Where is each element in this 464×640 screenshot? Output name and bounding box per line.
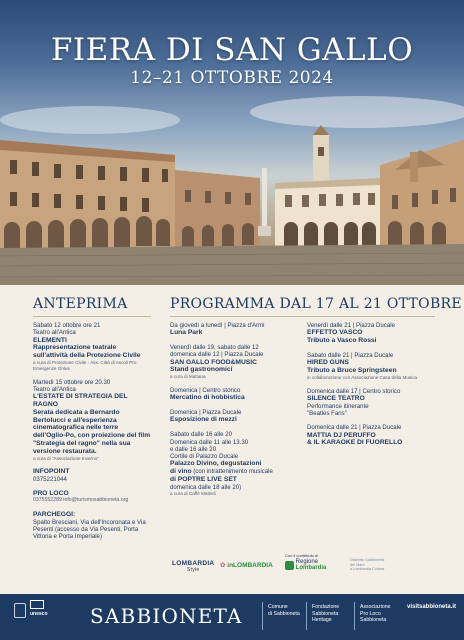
event-title: L'ESTATE DI STRATEGIA DEL RAGNO <box>33 393 128 408</box>
event-title: ELEMENTI <box>33 336 67 344</box>
contributo-label: Con il contributo di <box>285 553 319 558</box>
event-description: Rappresentazione teatrale sull'attività della Protezione Civile <box>33 344 141 360</box>
event-title: SILENCE TEATRO <box>307 394 365 402</box>
event-when: Sabato dalle 21 | Piazza Ducale <box>307 351 394 359</box>
event-where: Cortile di Palazzo Ducale <box>170 453 239 461</box>
event-when: Sabato 12 ottobre ore 21 <box>33 322 101 329</box>
event-subtitle: Tributo a Vasco Rossi <box>307 337 377 345</box>
parking-label: PARCHEGGI: <box>33 511 76 519</box>
fondazione-link[interactable]: Fondazione Sabbioneta Heritage <box>312 604 340 623</box>
regione-lombardia-icon <box>285 561 294 570</box>
unesco-temple-icon <box>30 600 44 609</box>
event-title: HIRED GUNS <box>307 359 349 367</box>
event-item <box>33 322 151 372</box>
comune-link[interactable]: Comune di Sabbioneta <box>268 604 300 617</box>
parking-text: Spalto Bresciani, Via dell'Incoronata e Via Pesenti (accesso da Via Pesenti, Porta Vittoria e Porta Imperiale) <box>33 518 146 541</box>
event-where: Teatro all'Antica <box>33 329 76 337</box>
footer-brand: SABBIONETA <box>90 604 243 628</box>
event-when-3: e dalle 16 alle 20 <box>170 445 217 453</box>
event-credit: a cura di "Associazione Inverno" <box>33 455 99 461</box>
anteprima-heading: ANTEPRIMA <box>33 296 128 312</box>
event-item <box>307 424 447 447</box>
event-when: Domenica | Centro storico <box>170 387 241 395</box>
anteprima-column <box>33 322 151 548</box>
regione-lombardia-logo[interactable]: Regione Lombardia <box>285 559 326 571</box>
event-item <box>170 322 300 337</box>
event-credit: a cura di Protezione Civile - Ass. Città di Ascoli Pro Emergenze Onlus <box>33 359 137 371</box>
event-subtitle: Stand gastronomici <box>170 366 233 374</box>
event-item <box>170 387 300 402</box>
proloco-label: PRO LOCO <box>33 490 69 498</box>
event-title: Esposizione di mezzi <box>170 416 237 424</box>
inlombardia-mark-icon: ✿ <box>220 562 226 569</box>
event-title: Palazzo Divino, degustazioni <box>170 460 262 468</box>
proloco-block <box>33 490 151 504</box>
event-subtitle: Tributo a Bruce Springsteen <box>307 366 397 374</box>
event-sub-2: "Beatles Fans" <box>307 409 347 417</box>
event-when: Da giovedì a lunedì | Piazza d'Armi <box>170 322 265 329</box>
event-when: Martedì 15 ottobre ore 20.30 <box>33 378 111 386</box>
event-item <box>307 388 447 418</box>
event-tail: domenica dalle 18 alle 20) <box>170 483 242 491</box>
divider-right <box>170 316 435 317</box>
distretto-logo[interactable]: Distretto Sabbioneta del Mare a Lombardia Cultura <box>350 558 385 572</box>
event-when: Sabato dalle 16 alle 20 <box>170 431 233 439</box>
event-description: Serata dedicata a Bernardo Bertolucci e all'esperienza cinematografica nelle terre dell'Oglio-Po, con proiezione del film "Strategia del ragno" nella sua versione restaurata. <box>33 408 151 455</box>
infopoint-label: INFOPOINT <box>33 468 70 476</box>
event-credit: in collaborazione con Associazione Casa della Musica <box>307 374 418 380</box>
event-item <box>307 322 447 345</box>
event-credit: a cura di Caffè Mattioli <box>170 491 216 497</box>
event-item <box>170 344 300 380</box>
event-item <box>33 379 151 462</box>
crest-icon <box>14 603 26 618</box>
event-title: Luna Park <box>170 329 203 337</box>
event-title: EFFETTO VASCO <box>307 329 363 337</box>
event-item <box>170 409 300 424</box>
footer-divider <box>354 602 355 630</box>
event-where: Teatro all'Antica <box>33 385 76 393</box>
sponsor-logos <box>160 552 464 592</box>
event-title: MATTIA DJ PERUFFO <box>307 431 376 439</box>
parking-block <box>33 511 151 541</box>
footer-divider <box>306 602 307 630</box>
event-title: FIERA DI SAN GALLO <box>50 32 414 68</box>
event-subtitle: di vino <box>170 468 192 476</box>
programma-column-1 <box>170 322 300 504</box>
event-subtitle: & IL KARAOKE DI FUORELLO <box>307 439 403 447</box>
hero-photo <box>0 0 464 285</box>
event-when: Venerdì dalle 21 | Piazza Ducale <box>307 322 395 329</box>
proloco-contact[interactable]: 0375552289 info@turismosabbioneta.org <box>33 497 129 504</box>
lombardia-style-logo[interactable]: LOMBARDIA Style <box>172 560 215 573</box>
inlombardia-logo[interactable]: ✿ inLOMBARDIA <box>220 562 273 569</box>
proloco-link[interactable]: Associazione Pro Loco Sabbioneta <box>360 604 391 623</box>
event-sub: Performance itinerante <box>307 402 369 410</box>
event-when: Domenica | Piazza Ducale <box>170 409 242 417</box>
programma-column-2 <box>307 322 447 454</box>
event-title: SAN GALLO FOOD&MUSIC <box>170 358 257 366</box>
event-dates: 12–21 OTTOBRE 2024 <box>130 68 334 88</box>
event-when-2: Domenica dalle 11 alle 13.30 <box>170 438 249 446</box>
unesco-label: unesco <box>30 611 48 617</box>
event-title: Mercatino di hobbistica <box>170 394 245 402</box>
website-link[interactable]: visitsabbioneta.it <box>406 604 456 610</box>
event-when: Domenica dalle 21 | Piazza Ducale <box>307 424 402 432</box>
event-when: Venerdì dalle 19, sabato dalle 12 <box>170 344 259 352</box>
footer-divider <box>262 602 263 630</box>
event-subtitle-2: di POPTRE LIVE SET <box>170 476 237 484</box>
event-credit: a cura di Mattana <box>170 374 206 380</box>
infopoint-phone[interactable]: 0375221044 <box>33 476 67 484</box>
event-note: (con intrattenimento musicale <box>193 468 273 476</box>
event-item <box>307 352 447 381</box>
event-when: Domenica dalle 17 | Centro storico <box>307 387 401 395</box>
programma-heading: PROGRAMMA DAL 17 AL 21 OTTOBRE <box>170 296 462 312</box>
event-where: domenica dalle 12 | Piazza Ducale <box>170 351 264 359</box>
infopoint-block <box>33 468 151 483</box>
event-item <box>170 431 300 497</box>
footer-bar <box>0 594 464 640</box>
divider-left <box>33 316 151 317</box>
